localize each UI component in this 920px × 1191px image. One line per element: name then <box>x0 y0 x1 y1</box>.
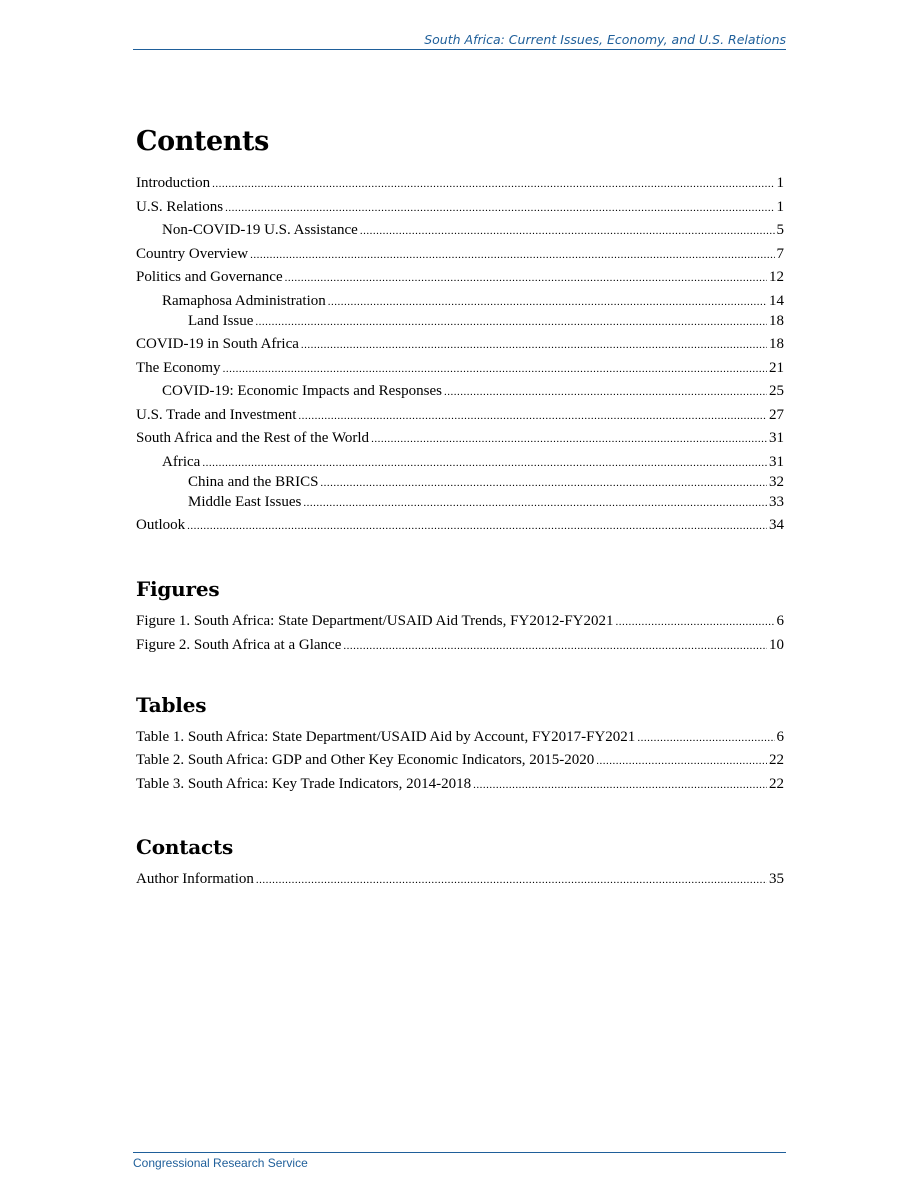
toc-entry-introduction[interactable] <box>136 174 784 193</box>
dot-leader <box>473 776 767 794</box>
dot-leader <box>225 199 774 217</box>
toc-entry-label: Land Issue <box>188 312 254 329</box>
dot-leader <box>255 313 767 331</box>
dot-leader <box>637 729 774 747</box>
page-footer <box>133 1152 786 1170</box>
dot-leader <box>444 383 767 401</box>
dot-leader <box>285 269 767 287</box>
toc-entry-page: 32 <box>769 473 784 490</box>
toc-entry-outlook[interactable] <box>136 516 784 535</box>
dot-leader <box>256 871 767 889</box>
toc-entry-label: South Africa and the Rest of the World <box>136 430 370 446</box>
toc-entry-china-brics[interactable] <box>136 473 784 492</box>
toc-entry-label: COVID-19: Economic Impacts and Responses <box>162 383 442 399</box>
footer-org: Congressional Research Service <box>133 1156 308 1170</box>
toc-entry-figure-1[interactable] <box>136 612 784 631</box>
running-title: South Africa: Current Issues, Economy, and U.S. Relations <box>424 32 786 47</box>
toc-entry-author-information[interactable] <box>136 870 784 889</box>
toc-entry-page: 6 <box>776 613 784 629</box>
dot-leader <box>303 494 767 512</box>
tables-list <box>136 728 784 794</box>
toc-entry-label: Table 3. South Africa: Key Trade Indicators, 2014-2018 <box>136 775 472 792</box>
toc-entry-page: 22 <box>769 752 784 768</box>
toc-entry-page: 1 <box>776 198 784 215</box>
toc-entry-figure-2[interactable] <box>136 636 784 655</box>
dot-leader <box>187 517 767 535</box>
toc-entry-label: Non-COVID-19 U.S. Assistance <box>162 222 358 238</box>
figures-list <box>136 612 784 655</box>
toc-entry-page: 6 <box>776 728 784 745</box>
contacts-heading: Contacts <box>136 834 234 859</box>
toc-entry-label: Introduction <box>136 175 211 191</box>
toc-entry-the-economy[interactable] <box>136 359 784 378</box>
toc-entry-africa[interactable] <box>136 453 784 472</box>
dot-leader <box>343 637 767 655</box>
toc-entry-page: 35 <box>769 870 784 887</box>
contacts-list <box>136 870 784 889</box>
toc-entry-page: 33 <box>769 493 784 510</box>
toc-entry-covid-in-south-africa[interactable] <box>136 335 784 354</box>
dot-leader <box>202 454 767 472</box>
dot-leader <box>320 474 767 492</box>
toc-entry-middle-east[interactable] <box>136 493 784 512</box>
contents-list <box>136 174 784 535</box>
toc-entry-label: Middle East Issues <box>188 493 302 510</box>
toc-entry-page: 25 <box>769 383 784 399</box>
toc-entry-page: 12 <box>769 269 784 285</box>
toc-entry-label: Outlook <box>136 517 186 533</box>
toc-entry-page: 7 <box>776 245 784 262</box>
figures-heading: Figures <box>136 577 220 601</box>
toc-entry-label: U.S. Relations <box>136 198 224 215</box>
toc-entry-land-issue[interactable] <box>136 312 784 331</box>
dot-leader <box>212 175 774 193</box>
toc-entry-covid-economic-impacts[interactable] <box>136 382 784 401</box>
dot-leader <box>596 752 767 770</box>
toc-entry-politics-governance[interactable] <box>136 268 784 287</box>
toc-entry-page: 18 <box>769 336 784 352</box>
toc-entry-table-3[interactable] <box>136 775 784 794</box>
toc-entry-label: Country Overview <box>136 245 249 262</box>
toc-entry-page: 21 <box>769 359 784 376</box>
toc-entry-page: 1 <box>776 175 784 191</box>
toc-entry-us-relations[interactable] <box>136 198 784 217</box>
toc-entry-label: The Economy <box>136 359 221 376</box>
toc-entry-table-1[interactable] <box>136 728 784 747</box>
toc-entry-page: 27 <box>769 406 784 423</box>
dot-leader <box>360 222 775 240</box>
dot-leader <box>250 246 774 264</box>
toc-entry-page: 22 <box>769 775 784 792</box>
toc-entry-label: Author Information <box>136 870 254 887</box>
toc-entry-label: China and the BRICS <box>188 473 319 490</box>
toc-entry-page: 5 <box>776 222 784 238</box>
toc-entry-page: 14 <box>769 292 784 309</box>
toc-entry-label: Ramaphosa Administration <box>162 292 326 309</box>
tables-heading: Tables <box>136 692 207 717</box>
dot-leader <box>371 430 767 448</box>
toc-entry-label: COVID-19 in South Africa <box>136 336 299 352</box>
toc-entry-rest-of-world[interactable] <box>136 429 784 448</box>
toc-entry-label: Table 2. South Africa: GDP and Other Key Economic Indicators, 2015-2020 <box>136 752 595 768</box>
toc-entry-us-trade-investment[interactable] <box>136 406 784 425</box>
running-header <box>133 32 786 50</box>
toc-entry-label: Africa <box>162 453 201 470</box>
toc-entry-page: 10 <box>769 636 784 653</box>
toc-entry-label: Figure 1. South Africa: State Department/USAID Aid Trends, FY2012-FY2021 <box>136 613 614 629</box>
toc-entry-label: Table 1. South Africa: State Department/USAID Aid by Account, FY2017-FY2021 <box>136 728 636 745</box>
dot-leader <box>223 360 767 378</box>
toc-entry-ramaphosa-administration[interactable] <box>136 292 784 311</box>
dot-leader <box>616 613 775 631</box>
table-of-contents <box>136 124 784 889</box>
toc-entry-label: Politics and Governance <box>136 269 283 285</box>
toc-entry-label: Figure 2. South Africa at a Glance <box>136 636 342 653</box>
contents-heading: Contents <box>136 126 269 157</box>
dot-leader <box>298 407 767 425</box>
toc-entry-page: 34 <box>769 517 784 533</box>
toc-entry-page: 18 <box>769 312 784 329</box>
toc-entry-table-2[interactable] <box>136 751 784 770</box>
toc-entry-country-overview[interactable] <box>136 245 784 264</box>
toc-entry-label: U.S. Trade and Investment <box>136 406 297 423</box>
toc-entry-page: 31 <box>769 453 784 470</box>
dot-leader <box>328 293 767 311</box>
dot-leader <box>301 336 767 354</box>
toc-entry-non-covid-assistance[interactable] <box>136 221 784 240</box>
toc-entry-page: 31 <box>769 430 784 446</box>
